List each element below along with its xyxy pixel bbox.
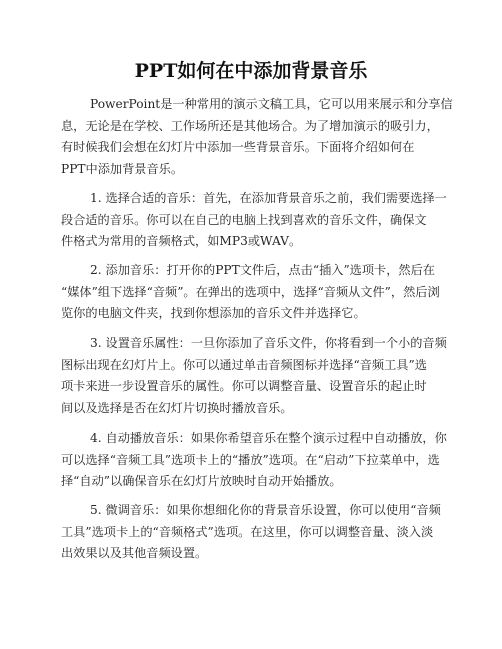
text-line: 5. 微调音乐：如果你想细化你的背景音乐设置，你可以使用“音频 bbox=[90, 503, 441, 517]
text-line: 览你的电脑文件夹，找到你想添加的音乐文件并选择它。 bbox=[61, 306, 366, 320]
paragraph-step-1 bbox=[61, 188, 491, 253]
text-line: 项卡来进一步设置音乐的属性。你可以调整音量、设置音乐的起止时 bbox=[61, 379, 427, 393]
text-line: PPT中添加背景音乐。 bbox=[61, 161, 184, 176]
text-line: 1. 选择合适的音乐：首先，在添加背景音乐之前，我们需要选择一 bbox=[90, 191, 447, 205]
text-line: 工具”选项卡上的“音频格式”选项。在这里，你可以调整音量、淡入淡 bbox=[61, 524, 434, 539]
text-line: 4. 自动播放音乐：如果你希望音乐在整个演示过程中自动播放，你 bbox=[90, 431, 447, 445]
paragraph-step-2 bbox=[61, 260, 491, 325]
text-line: 息，无论是在学校、工作场所还是其他场合。为了增加演示的吸引力， bbox=[61, 118, 439, 133]
paragraph-intro bbox=[61, 94, 491, 180]
text-line: 2. 添加音乐：打开你的PPT文件后，点击“插入”选项卡，然后在 bbox=[90, 263, 435, 277]
text-line: 可以选择“音频工具”选项卡上的“播放”选项。在“启动”下拉菜单中，选 bbox=[61, 452, 440, 467]
text-line: 图标出现在幻灯片上。你可以通过单击音频图标并选择“音频工具”选 bbox=[61, 357, 427, 372]
paragraph-step-3 bbox=[61, 333, 491, 419]
text-line: 择“自动”以确保音乐在幻灯片放映时自动开始播放。 bbox=[61, 474, 342, 488]
text-line: PowerPoint是一种常用的演示文稿工具，它可以用来展示和分享信 bbox=[90, 97, 453, 111]
document-title: PPT如何在中添加背景音乐 bbox=[134, 60, 368, 82]
text-line: 件格式为常用的音频格式，如MP3或WAV。 bbox=[61, 234, 302, 248]
text-line: “媒体”组下选择“音频”。在弹出的选项中，选择“音频从文件”，然后浏 bbox=[61, 284, 440, 299]
text-line: 有时候我们会想在幻灯片中添加一些背景音乐。下面将介绍如何在 bbox=[61, 140, 415, 154]
text-line: 出效果以及其他音频设置。 bbox=[61, 546, 208, 560]
paragraph-step-4 bbox=[61, 428, 491, 493]
text-line: 间以及选择是否在幻灯片切换时播放音乐。 bbox=[61, 400, 293, 415]
text-line: 段合适的音乐。你可以在自己的电脑上找到喜欢的音乐文件，确保文 bbox=[61, 212, 427, 227]
text-line: 3. 设置音乐属性：一旦你添加了音乐文件，你将看到一个小的音频 bbox=[90, 336, 447, 350]
paragraph-step-5 bbox=[61, 500, 491, 565]
